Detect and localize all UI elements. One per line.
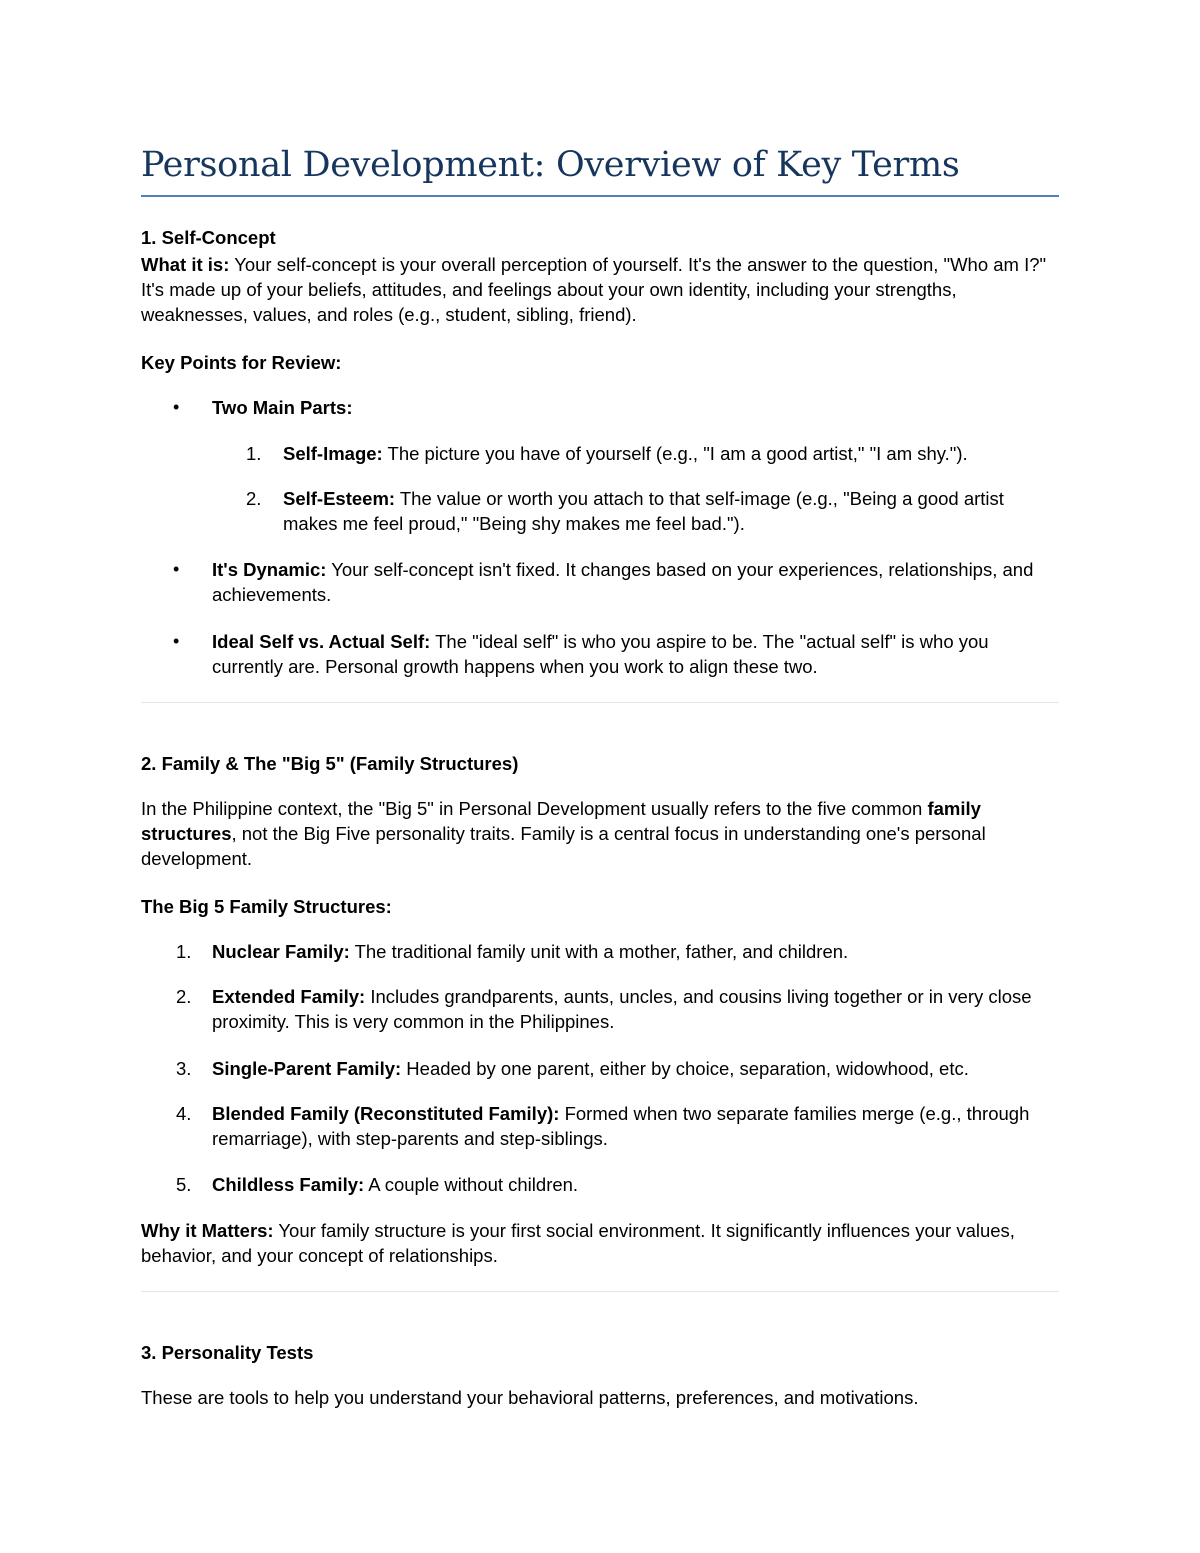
list-number: 5. [176, 1174, 192, 1195]
family-intro: In the Philippine context, the "Big 5" in Personal Development usually refers to the five common family structures, not the Big Five personality traits. Family is a central focus in understanding one's personal development. [141, 798, 986, 869]
list-number: 1. [176, 941, 192, 962]
personality-tests-text: These are tools to help you understand your behavioral patterns, preferences, and motivations. [141, 1387, 919, 1408]
bullet-ideal-vs-actual: Ideal Self vs. Actual Self: The "ideal self" is who you aspire to be. The "actual self" is who you currently are. Personal growth happens when you work to align these two. [212, 631, 989, 677]
bullet-two-main-parts: Two Main Parts: [212, 397, 353, 418]
list-number: 2. [176, 986, 192, 1007]
section-1-heading: 1. Self-Concept [141, 227, 276, 248]
sub-list-number: 2. [246, 488, 262, 509]
self-image-item: Self-Image: The picture you have of yourself (e.g., "I am a good artist," "I am shy."). [283, 443, 968, 464]
family-item-single-parent: Single-Parent Family: Headed by one parent, either by choice, separation, widowhood, etc. [212, 1058, 969, 1079]
family-item-nuclear: Nuclear Family: The traditional family unit with a mother, father, and children. [212, 941, 849, 962]
self-esteem-item: Self-Esteem: The value or worth you attach to that self-image (e.g., "Being a good artist makes me feel proud," "Being shy makes me feel bad."). [283, 488, 1004, 534]
section-divider [141, 1291, 1059, 1292]
family-item-blended: Blended Family (Reconstituted Family): Formed when two separate families merge (e.g., through remarriage), with step-parents and step-siblings. [212, 1103, 1030, 1149]
family-item-extended: Extended Family: Includes grandparents, aunts, uncles, and cousins living together or in very close proximity. This is very common in the Philippines. [212, 986, 1032, 1032]
page-title: Personal Development: Overview of Key Terms [141, 145, 960, 185]
bullet-dynamic: It's Dynamic: Your self-concept isn't fixed. It changes based on your experiences, relationships, and achievements. [212, 559, 1034, 605]
bullet-icon: • [173, 559, 180, 579]
list-number: 3. [176, 1058, 192, 1079]
title-underline [141, 195, 1059, 197]
big5-list-heading: The Big 5 Family Structures: [141, 896, 392, 917]
why-it-matters: Why it Matters: Your family structure is your first social environment. It significantly influences your values, behavior, and your concept of relationships. [141, 1220, 1015, 1266]
bullet-icon: • [173, 397, 180, 417]
section-divider [141, 702, 1059, 703]
section-3-heading: 3. Personality Tests [141, 1342, 314, 1363]
family-item-childless: Childless Family: A couple without children. [212, 1174, 579, 1195]
list-number: 4. [176, 1103, 192, 1124]
self-concept-definition: What it is: Your self-concept is your overall perception of yourself. It's the answer to the question, "Who am I?" It's made up of your beliefs, attitudes, and feelings about your own identity, including your strengths, weaknesses, values, and roles (e.g., student, sibling, friend). [141, 254, 1047, 325]
section-2-heading: 2. Family & The "Big 5" (Family Structures) [141, 753, 519, 774]
key-points-heading: Key Points for Review: [141, 352, 342, 373]
sub-list-number: 1. [246, 443, 262, 464]
bullet-icon: • [173, 631, 180, 651]
